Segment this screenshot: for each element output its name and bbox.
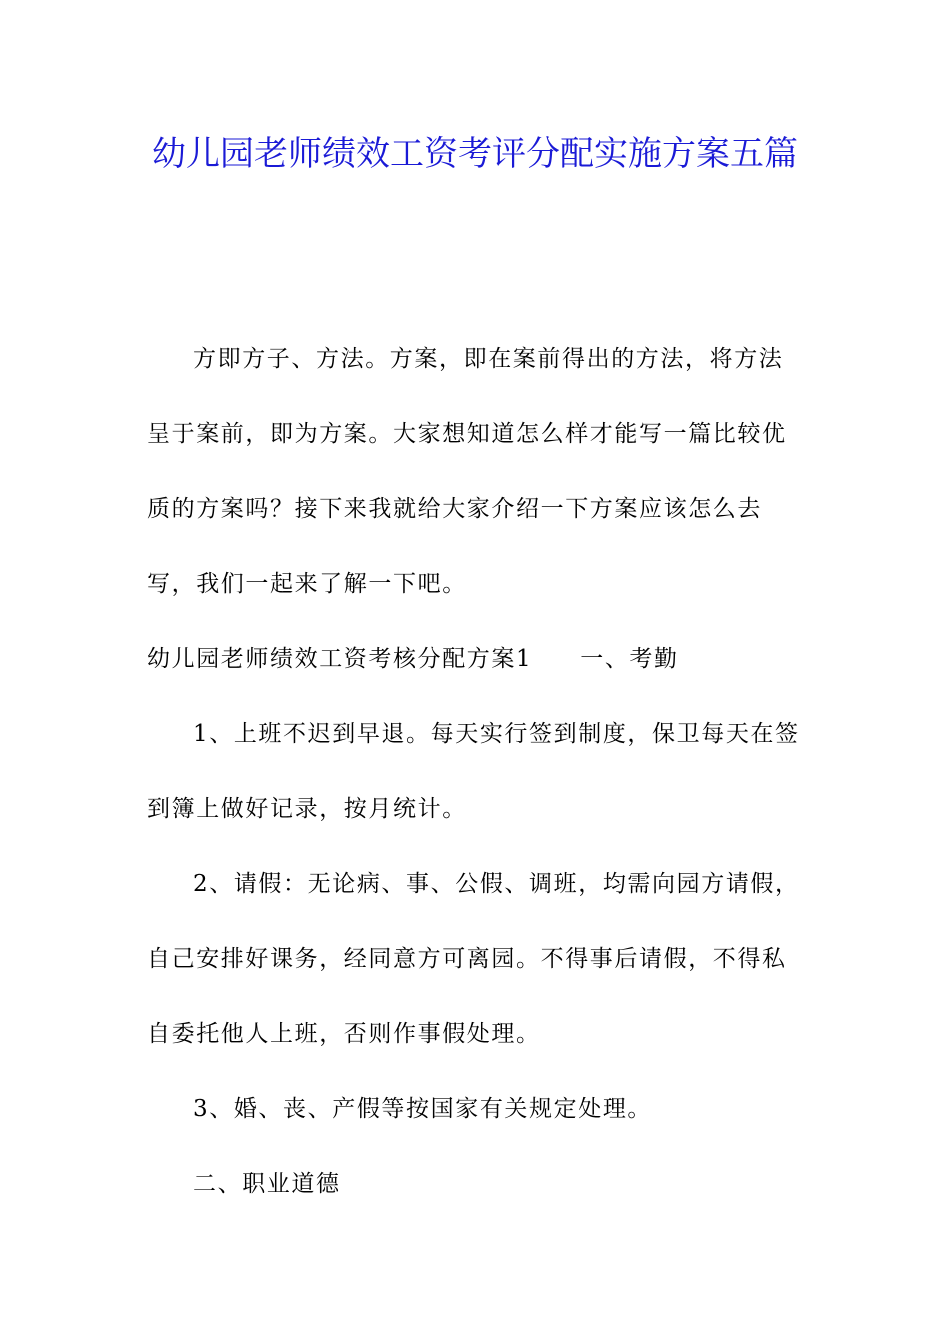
section-heading: 幼儿园老师绩效工资考核分配方案1 (147, 646, 533, 672)
document-title: 幼儿园老师绩效工资考评分配实施方案五篇 (152, 134, 798, 174)
item-1-paragraph: 1、上班不迟到早退。每天实行签到制度，保卫每天在签到簿上做好记录，按月统计。 (147, 721, 800, 822)
section-heading-line (147, 622, 807, 697)
item-2-paragraph: 2、请假：无论病、事、公假、调班，均需向园方请假，自己安排好课务，经同意方可离园。不得事后请假，不得私自委托他人上班，否则作事假处理。 (147, 871, 800, 1047)
section-1-title: 一、考勤 (580, 646, 679, 672)
item-3-paragraph: 3、婚、丧、产假等按国家有关规定处理。 (193, 1096, 653, 1122)
document-body (147, 322, 807, 1222)
section-2-title: 二、职业道德 (193, 1171, 341, 1197)
intro-paragraph: 方即方子、方法。方案，即在案前得出的方法，将方法呈于案前，即为方案。大家想知道怎么样才能写一篇比较优质的方案吗？接下来我就给大家介绍一下方案应该怎么去写，我们一起来了解一下吧。 (147, 346, 787, 597)
